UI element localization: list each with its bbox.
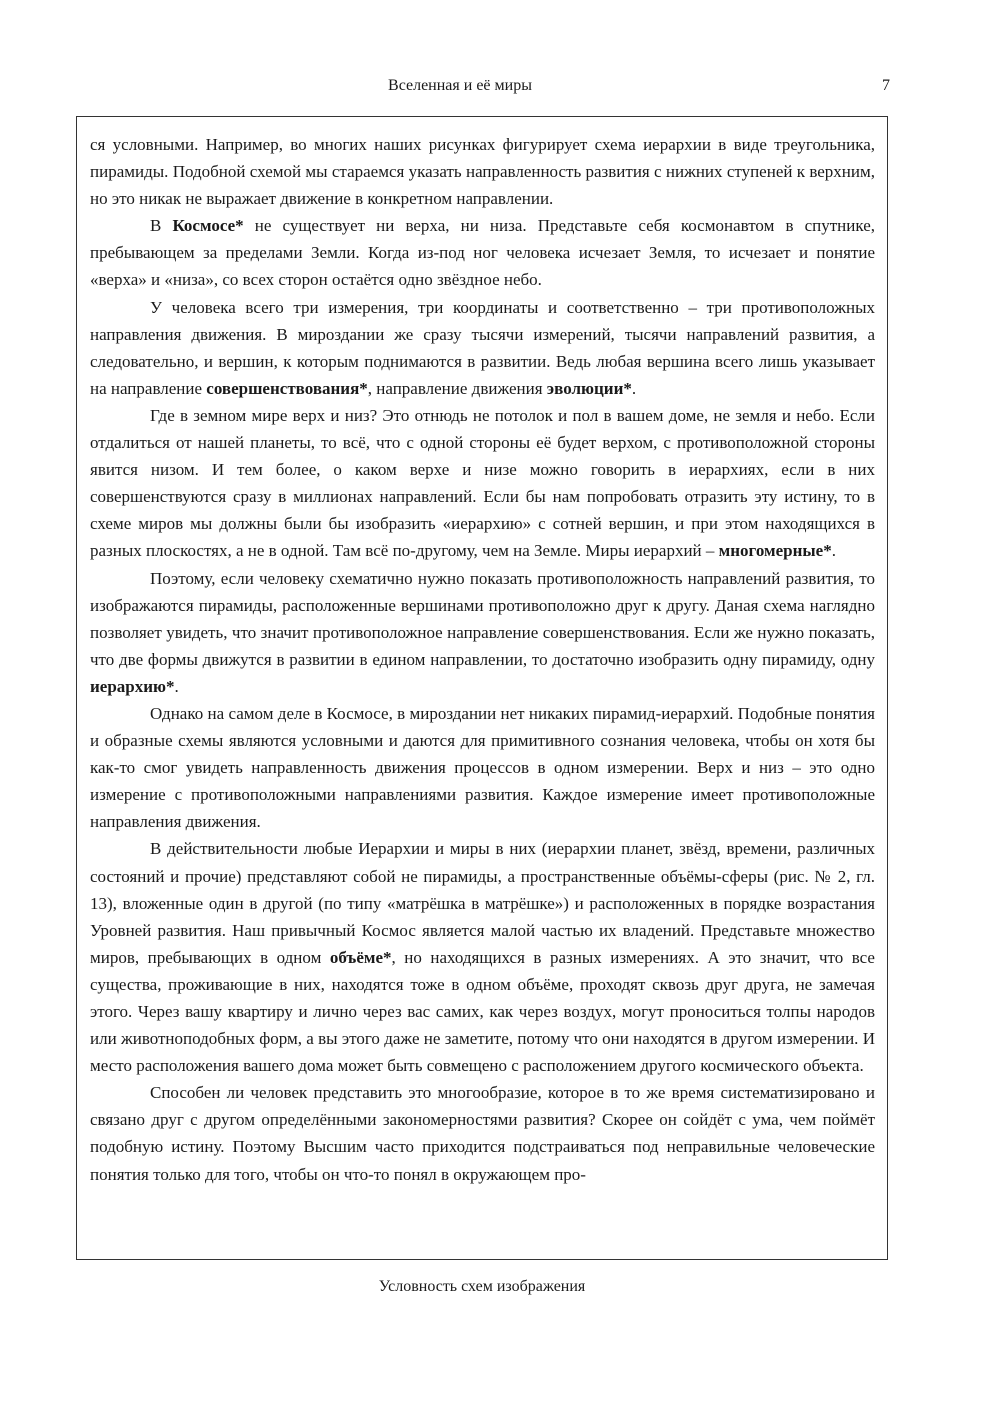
text-frame (76, 116, 888, 1260)
paragraph-3-text-before: У человека всего три измерения, три координаты и соответственно – три противоположных направления движения. В мироздании же сразу тысячи измерений, тысячи направлений развития, а следовательно, и вершин, к которым поднимаются в развитии. Ведь любая вершина всего лишь указывает на направление (90, 297, 875, 398)
paragraph-2-text-before: В (150, 216, 173, 236)
term-volume: объёме* (329, 947, 392, 967)
paragraph-7 (90, 835, 875, 1079)
paragraph-6 (90, 700, 875, 835)
paragraph-5-text-before: Поэтому, если человеку схематично нужно показать противоположность направлений развития, то изображаются пирамиды, расположенные вершинами противоположно друг к другу. Даная схема наглядно позволяет увидеть, что значит противоположное направление совершенствования. Если же нужно показать, что две формы движутся в развитии в едином направлении, то достаточно изобразить одну пирамиду, одну (90, 568, 875, 669)
paragraph-7-text-after: , но находящихся в разных измерениях. А это значит, что все существа, проживающие в них, находятся тоже в одном объёме, проходят сквозь друг друга, не замечая этого. Через вашу квартиру и лично через вас самих, как через воздух, могут проноситься толпы народов или животноподобных форм, а вы этого даже не заметите, потому что они находятся в другом измерении. И место расположения вашего дома может быть совмещено с расположением другого космического объекта. (90, 947, 875, 1076)
paragraph-1 (90, 131, 875, 212)
term-multidimensional: многомерные* (718, 541, 832, 561)
paragraph-5-text-after: . (174, 676, 179, 696)
paragraph-8 (90, 1079, 875, 1187)
running-header (0, 76, 1000, 96)
book-title: Вселенная и её миры (388, 77, 532, 94)
page-number: 7 (882, 77, 890, 94)
paragraph-6-text: Однако на самом деле в Космосе, в мироздании нет никаких пирамид-иерархий. Подобные понятия и образные схемы являются условными и даются для примитивного сознания человека, чтобы он хотя бы как-то смог увидеть направленность движения процессов в одном измерении. Верх и низ – это одно измерение с противоположными направлениями развития. Каждое измерение имеет противоположные направления движения. (90, 703, 875, 832)
term-cosmos: Космосе* (172, 216, 244, 236)
term-perfection: совершенствования* (206, 378, 368, 398)
paragraph-3-text-after: . (631, 378, 637, 398)
paragraph-1-text: ся условными. Например, во многих наших рисунках фигурирует схема иерархии в виде треугольника, пирамиды. Подобной схемой мы стараемся указать направленность развития с нижних ступеней к верхним, но это никак не выражает движение в конкретном направлении. (90, 135, 875, 209)
paragraph-2-text-after: не существует ни верха, ни низа. Представьте себя космонавтом в спутнике, пребывающем за пределами Земли. Когда из-под ног человека исчезает Земля, то исчезает и понятие «верха» и «низа», со всех сторон остаётся одно звёздное небо. (90, 216, 875, 290)
term-hierarchy: иерархию* (90, 676, 175, 696)
paragraph-4 (90, 402, 875, 565)
running-footer: Условность схем изображения (378, 1278, 586, 1295)
paragraph-3-text-middle: , направление движения (367, 378, 547, 398)
paragraph-4-text-after: . (831, 541, 836, 561)
paragraph-8-text: Способен ли человек представить это многообразие, которое в то же время систематизировано и связано друг с другом определёнными закономерностями развития? Скорее он сойдёт с ума, чем поймёт подобную истину. Поэтому Высшим часто приходится подстраиваться под неправильные человеческие понятия только для того, чтобы он что-то понял в окружающем про- (90, 1083, 875, 1184)
paragraph-2 (90, 212, 875, 293)
paragraph-3 (90, 294, 875, 402)
paragraph-7-text-before: В действительности любые Иерархии и миры в них (иерархии планет, звёзд, времени, различных состояний и прочие) представляют собой не пирамиды, а пространственные объёмы-сферы (рис. № 2, гл. 13), вложенные один в другой (по типу «матрёшка в матрёшке») и расположенных в порядке возрастания Уровней развития. Наш привычный Космос является малой частью их владений. Представьте множество миров, пребывающих в одном (90, 839, 875, 967)
term-evolution: эволюции* (546, 378, 632, 398)
paragraph-4-text-before: Где в земном мире верх и низ? Это отнюдь не потолок и пол в вашем доме, не земля и небо. Если отдалиться от нашей планеты, то всё, что с одной стороны её будет верхом, с противоположной стороны явится низом. И тем более, о каком верхе и низе можно говорить в иерархиях, если в них совершенствуются сразу в миллионах направлений. Если бы нам попробовать отразить эту истину, то в схеме миров мы должны были бы изобразить «иерархию» с сотней вершин, и при этом находящихся в разных плоскостях, а не в одной. Там всё по-другому, чем на Земле. Миры иерархий – (90, 405, 875, 561)
paragraph-5 (90, 565, 875, 700)
